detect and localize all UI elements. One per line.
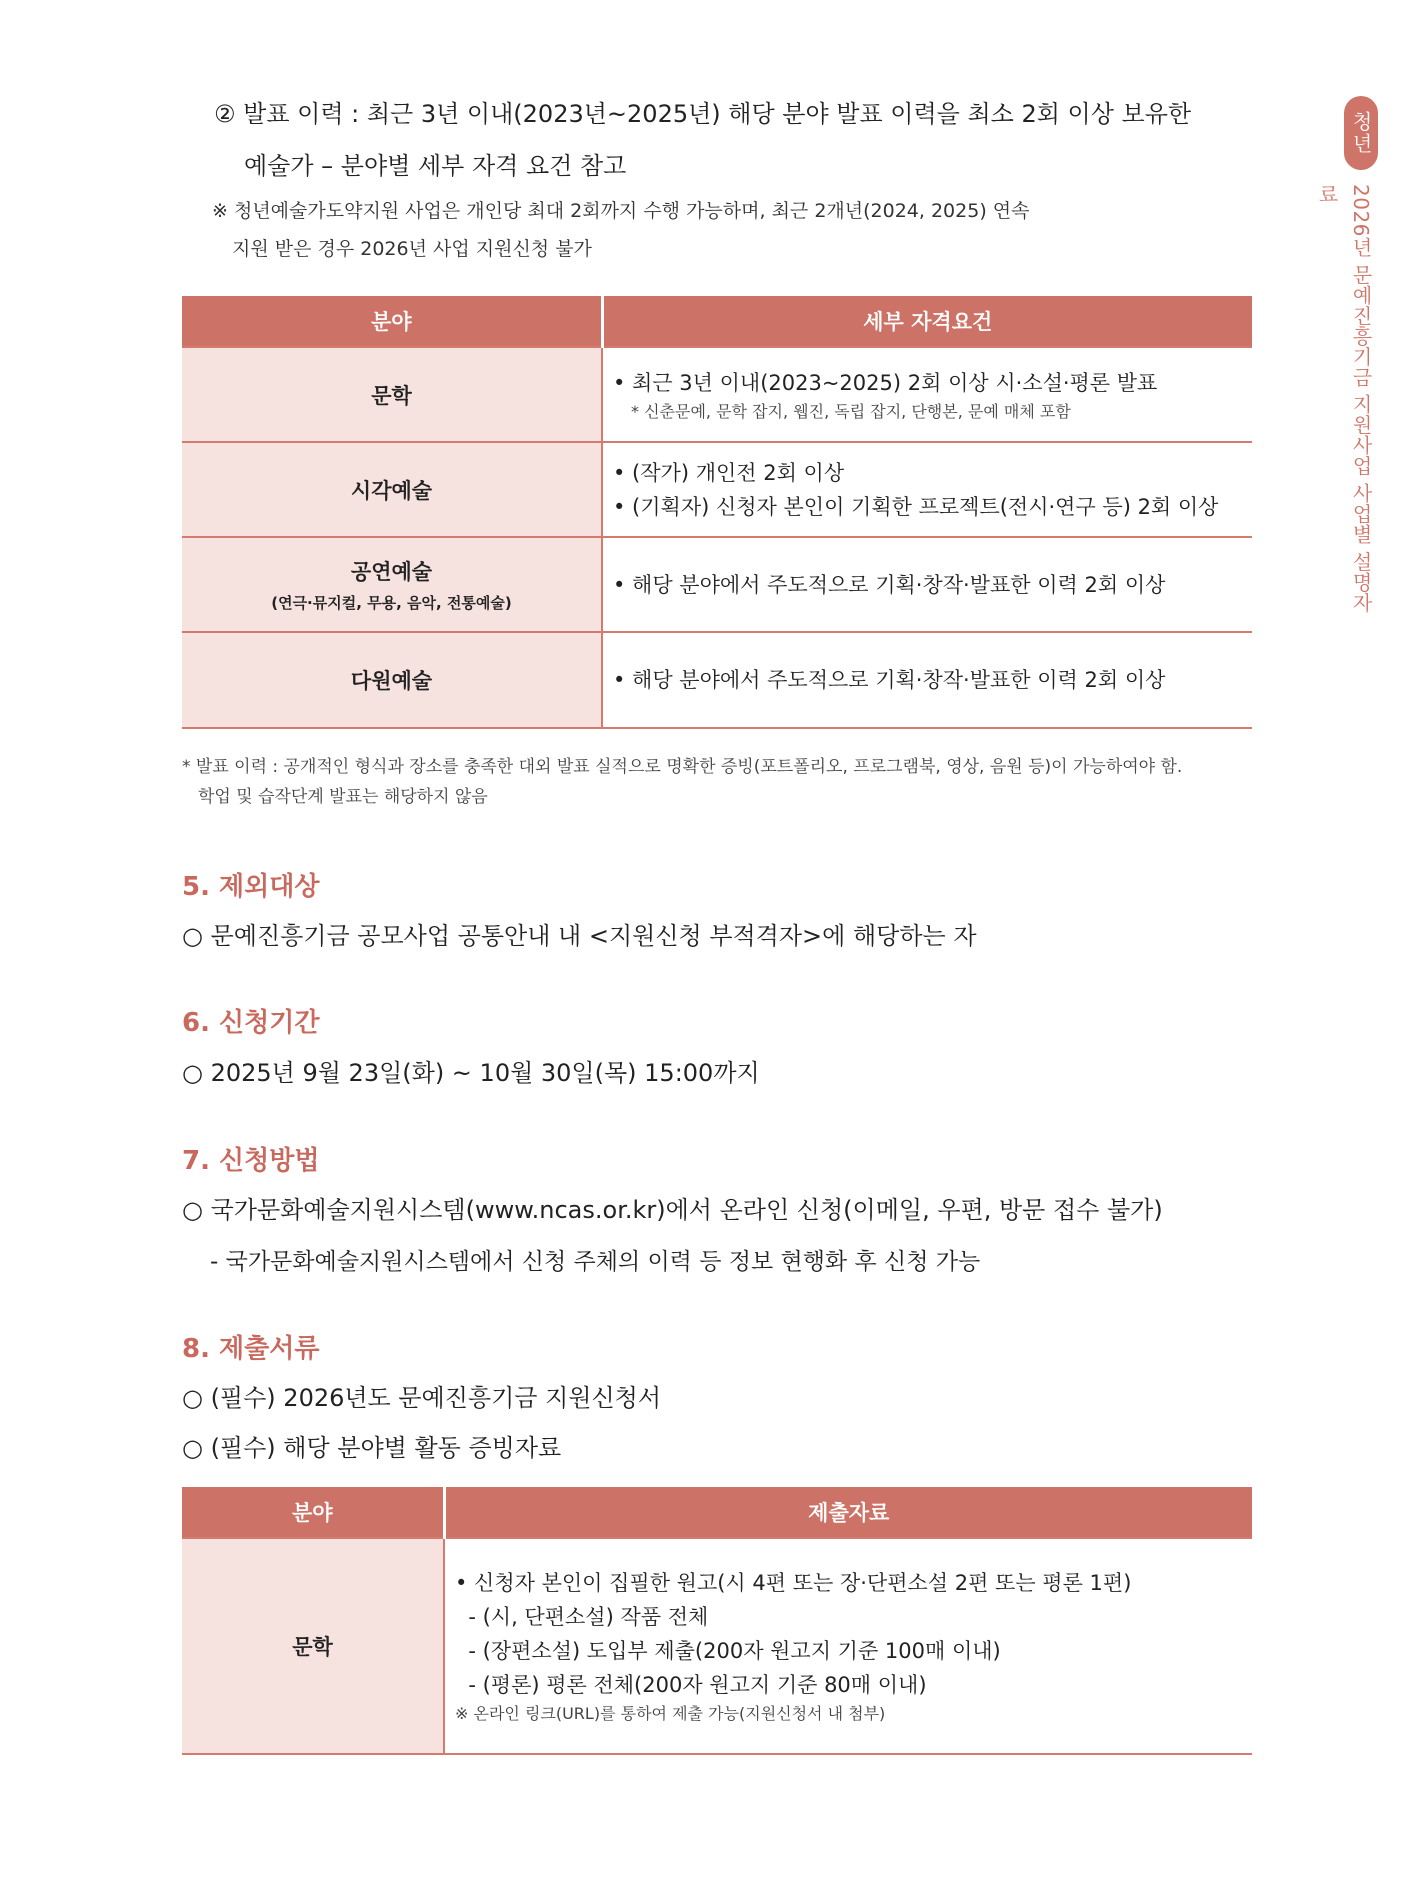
intro-note-2: 지원 받은 경우 2026년 사업 지원신청 불가 [232, 238, 592, 260]
row-detail [602, 347, 1252, 442]
field-sublabel: (연극·뮤지컬, 무용, 음악, 전통예술) [271, 594, 512, 612]
row-detail [602, 537, 1252, 632]
qualification-table [182, 296, 1252, 729]
row-field-literature: 문학 [182, 1538, 444, 1754]
header-documents: 제출자료 [444, 1487, 1252, 1538]
section-7-heading: 7. 신청방법 [182, 1146, 320, 1176]
detail-subnote: * 신춘문예, 문학 잡지, 웹진, 독립 잡지, 단행본, 문예 매체 포함 [631, 401, 1071, 421]
table-row [182, 537, 1252, 632]
detail-line: - (장편소설) 도입부 제출(200자 원고지 기준 100매 이내) [455, 1639, 1001, 1663]
table1-footnote-1: * 발표 이력 : 공개적인 형식과 장소를 충족한 대외 발표 실적으로 명확한 증빙(포트폴리오, 프로그램북, 영상, 음원 등)이 가능하여야 함. [182, 757, 1183, 777]
detail-line: • 최근 3년 이내(2023~2025) 2회 이상 시·소설·평론 발표 [613, 370, 1158, 395]
table-header-row [182, 1487, 1252, 1538]
detail-line: • (작가) 개인전 2회 이상 [613, 460, 845, 485]
detail-line: • 해당 분야에서 주도적으로 기획·창작·발표한 이력 2회 이상 [613, 668, 1166, 692]
section-6-item: ○ 2025년 9월 23일(화) ~ 10월 30일(목) 15:00까지 [182, 1059, 760, 1087]
detail-subnote: ※ 온라인 링크(URL)를 통하여 제출 가능(지원신청서 내 첨부) [455, 1704, 886, 1723]
section-5-heading: 5. 제외대상 [182, 872, 320, 902]
intro-note-1: ※ 청년예술가도약지원 사업은 개인당 최대 2회까지 수행 가능하며, 최근 2개년(2024, 2025) 연속 [212, 200, 1030, 222]
side-tab-label: 청년 [1349, 111, 1373, 155]
section-6-heading: 6. 신청기간 [182, 1008, 320, 1038]
detail-line: • (기획자) 신청자 본인이 기획한 프로젝트(전시·연구 등) 2회 이상 [613, 494, 1219, 519]
header-detail: 세부 자격요건 [602, 296, 1252, 347]
detail-line: - (시, 단편소설) 작품 전체 [455, 1605, 709, 1629]
row-detail [444, 1538, 1252, 1754]
row-field-performing-arts [182, 537, 602, 632]
table-header-row [182, 296, 1252, 347]
row-field-visual-arts: 시각예술 [182, 442, 602, 537]
detail-line: • 해당 분야에서 주도적으로 기획·창작·발표한 이력 2회 이상 [613, 572, 1166, 597]
field-label: 공연예술 [350, 560, 433, 584]
detail-line: • 신청자 본인이 집필한 원고(시 4편 또는 장·단편소설 2편 또는 평론 1편) [455, 1571, 1132, 1595]
table1-footnote-2: 학업 및 습작단계 발표는 해당하지 않음 [198, 787, 488, 807]
section-8-heading: 8. 제출서류 [182, 1334, 320, 1364]
section-5-item: ○ 문예진흥기금 공모사업 공통안내 내 <지원신청 부적격자>에 해당하는 자 [182, 922, 977, 950]
table-row [182, 632, 1252, 728]
table-row [182, 442, 1252, 537]
intro-line-2: 예술가 – 분야별 세부 자격 요건 참고 [244, 152, 627, 180]
header-field: 분야 [182, 1487, 444, 1538]
row-field-literature: 문학 [182, 347, 602, 442]
intro-line-1: ② 발표 이력 : 최근 3년 이내(2023년~2025년) 해당 분야 발표 이력을 최소 2회 이상 보유한 [214, 100, 1192, 128]
section-7-item: ○ 국가문화예술지원시스템(www.ncas.or.kr)에서 온라인 신청(이메일, 우편, 방문 접수 불가) [182, 1196, 1163, 1224]
row-field-multidisciplinary: 다원예술 [182, 632, 602, 728]
table-row [182, 347, 1252, 442]
row-detail [602, 442, 1252, 537]
row-detail [602, 632, 1252, 728]
section-8-item: ○ (필수) 해당 분야별 활동 증빙자료 [182, 1434, 562, 1462]
section-7-subitem: - 국가문화예술지원시스템에서 신청 주체의 이력 등 정보 현행화 후 신청 가능 [210, 1249, 981, 1275]
section-8-item: ○ (필수) 2026년도 문예진흥기금 지원신청서 [182, 1384, 662, 1412]
header-field: 분야 [182, 296, 602, 347]
detail-line: - (평론) 평론 전체(200자 원고지 기준 80매 이내) [455, 1673, 927, 1697]
side-document-title: 2026년 문예진흥기금 지원사업 사업별 설명자료 [1315, 184, 1373, 613]
submission-table [182, 1487, 1252, 1755]
table-row [182, 1538, 1252, 1754]
